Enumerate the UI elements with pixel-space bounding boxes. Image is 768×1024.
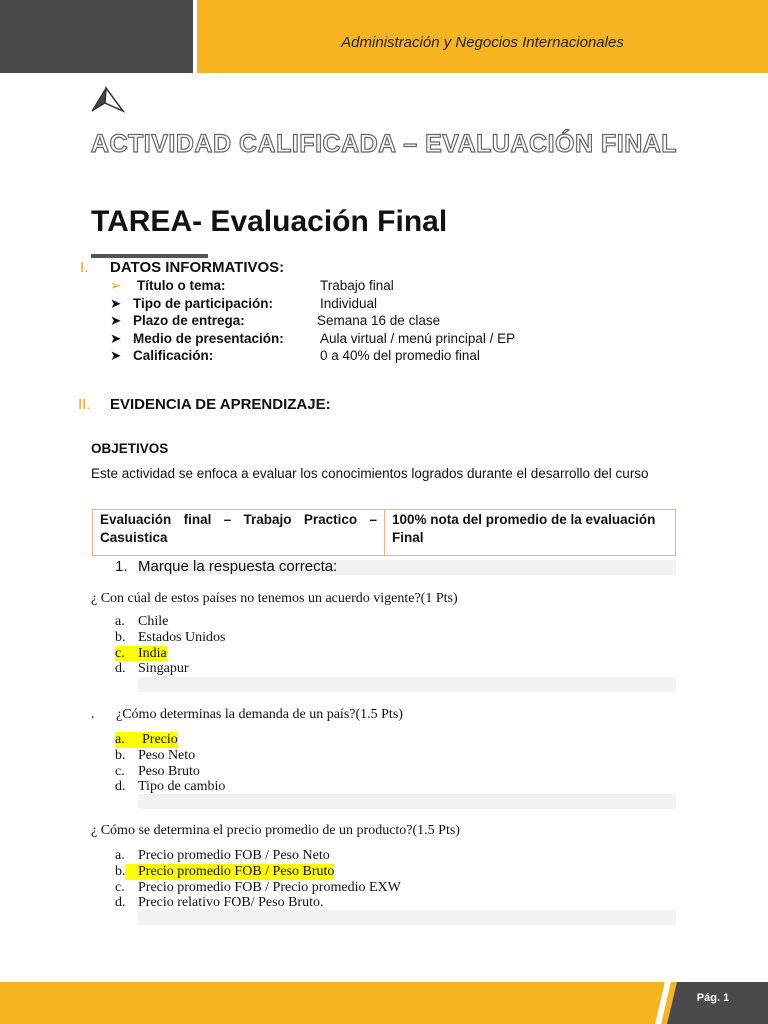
info-row (110, 347, 590, 365)
info-label: Tipo de participación: (133, 295, 274, 311)
option-text: Precio promedio FOB / Precio promedio EXW (138, 879, 401, 895)
option-letter: b. (115, 629, 126, 645)
objectives-title: OBJETIVOS (91, 441, 169, 456)
shaded-line (138, 910, 676, 925)
info-row (110, 330, 590, 348)
option-letter: b. (115, 863, 126, 879)
option-text-highlighted: Precio (142, 732, 178, 747)
info-value: Semana 16 de clase (317, 313, 441, 328)
option-text: Estados Unidos (138, 629, 226, 645)
option-text: Chile (138, 614, 169, 629)
option-letter: d. (115, 661, 126, 677)
shaded-line (138, 794, 676, 809)
section-title: DATOS INFORMATIVOS: (110, 259, 285, 276)
option-letter: d. (115, 895, 126, 911)
logo-icon (90, 86, 126, 114)
option-letter: c. (115, 646, 138, 662)
option-text: Precio promedio FOB / Peso Neto (138, 848, 330, 863)
option-letter: d. (115, 779, 126, 795)
arrow-bullet-icon: ➤ (110, 348, 122, 363)
table-cell-evaluation: Evaluación final – Trabajo Practico – Casuistica (93, 510, 385, 555)
option-letter: b. (115, 747, 126, 763)
section-number: II. (78, 396, 91, 413)
instruction-number: 1. (115, 558, 128, 575)
option-letter: c. (115, 879, 125, 895)
option-text: Peso Neto (138, 747, 196, 763)
info-label: Calificación: (133, 348, 214, 363)
evaluation-table (92, 509, 676, 556)
question-2: ¿Cómo determinas la demanda de un país?(1.5 Pts) (116, 707, 403, 722)
option-text: Tipo de cambio (138, 779, 226, 795)
info-row (110, 312, 590, 330)
info-row (110, 295, 590, 313)
info-label: Título o tema: (137, 278, 226, 293)
option-text: Precio relativo FOB/ Peso Bruto. (138, 895, 324, 911)
page-number: Pág. 1 (696, 992, 730, 1004)
question-1: ¿ Con cúal de estos países no tenemos un acuerdo vigente?(1 Pts) (91, 591, 458, 606)
activity-heading: ACTIVIDAD CALIFICADA – EVALUACIÓN FINAL (90, 130, 678, 158)
table-cell-percentage: 100% nota del promedio de la evaluación Final (392, 512, 656, 545)
info-list (110, 277, 590, 365)
footer-gold-band (0, 982, 768, 1024)
info-row (110, 277, 590, 295)
option-letter: a. (115, 848, 125, 863)
shaded-line (138, 677, 676, 692)
title-underline (91, 254, 208, 258)
question-3: ¿ Cómo se determina el precio promedio de un producto?(1.5 Pts) (91, 823, 460, 838)
task-title: TAREA- Evaluación Final (91, 205, 448, 238)
arrow-bullet-icon: ➢ (110, 278, 122, 293)
arrow-bullet-icon: ➤ (110, 295, 122, 311)
info-label: Plazo de entrega: (133, 313, 245, 328)
header-title: Administración y Negocios Internacionales (341, 34, 624, 51)
option-text-highlighted: Precio promedio FOB / Peso Bruto (125, 864, 334, 880)
option-letter: a. (115, 732, 142, 748)
option-letter: c. (115, 763, 125, 779)
option-text: Peso Bruto (138, 763, 200, 779)
header-dark-block (0, 0, 193, 73)
objectives-text: Este actividad se enfoca a evaluar los conocimientos logrados durante el desarrollo del curso (91, 466, 649, 481)
arrow-bullet-icon: ➤ (110, 313, 122, 328)
arrow-bullet-icon: ➤ (110, 330, 122, 346)
option-text-highlighted: India (138, 645, 167, 661)
info-label: Medio de presentación: (133, 330, 284, 346)
question-2-prefix: . (91, 707, 95, 722)
option-text: Singapur (138, 661, 189, 677)
instruction-text: Marque la respuesta correcta: (138, 558, 338, 575)
section-number: I. (80, 259, 89, 276)
info-value: Aula virtual / menú principal / EP (320, 330, 516, 346)
section-title: EVIDENCIA DE APRENDIZAJE: (110, 396, 331, 413)
option-letter: a. (115, 614, 125, 629)
info-value: Individual (320, 295, 378, 311)
info-value: 0 a 40% del promedio final (320, 348, 480, 363)
info-value: Trabajo final (320, 278, 394, 293)
